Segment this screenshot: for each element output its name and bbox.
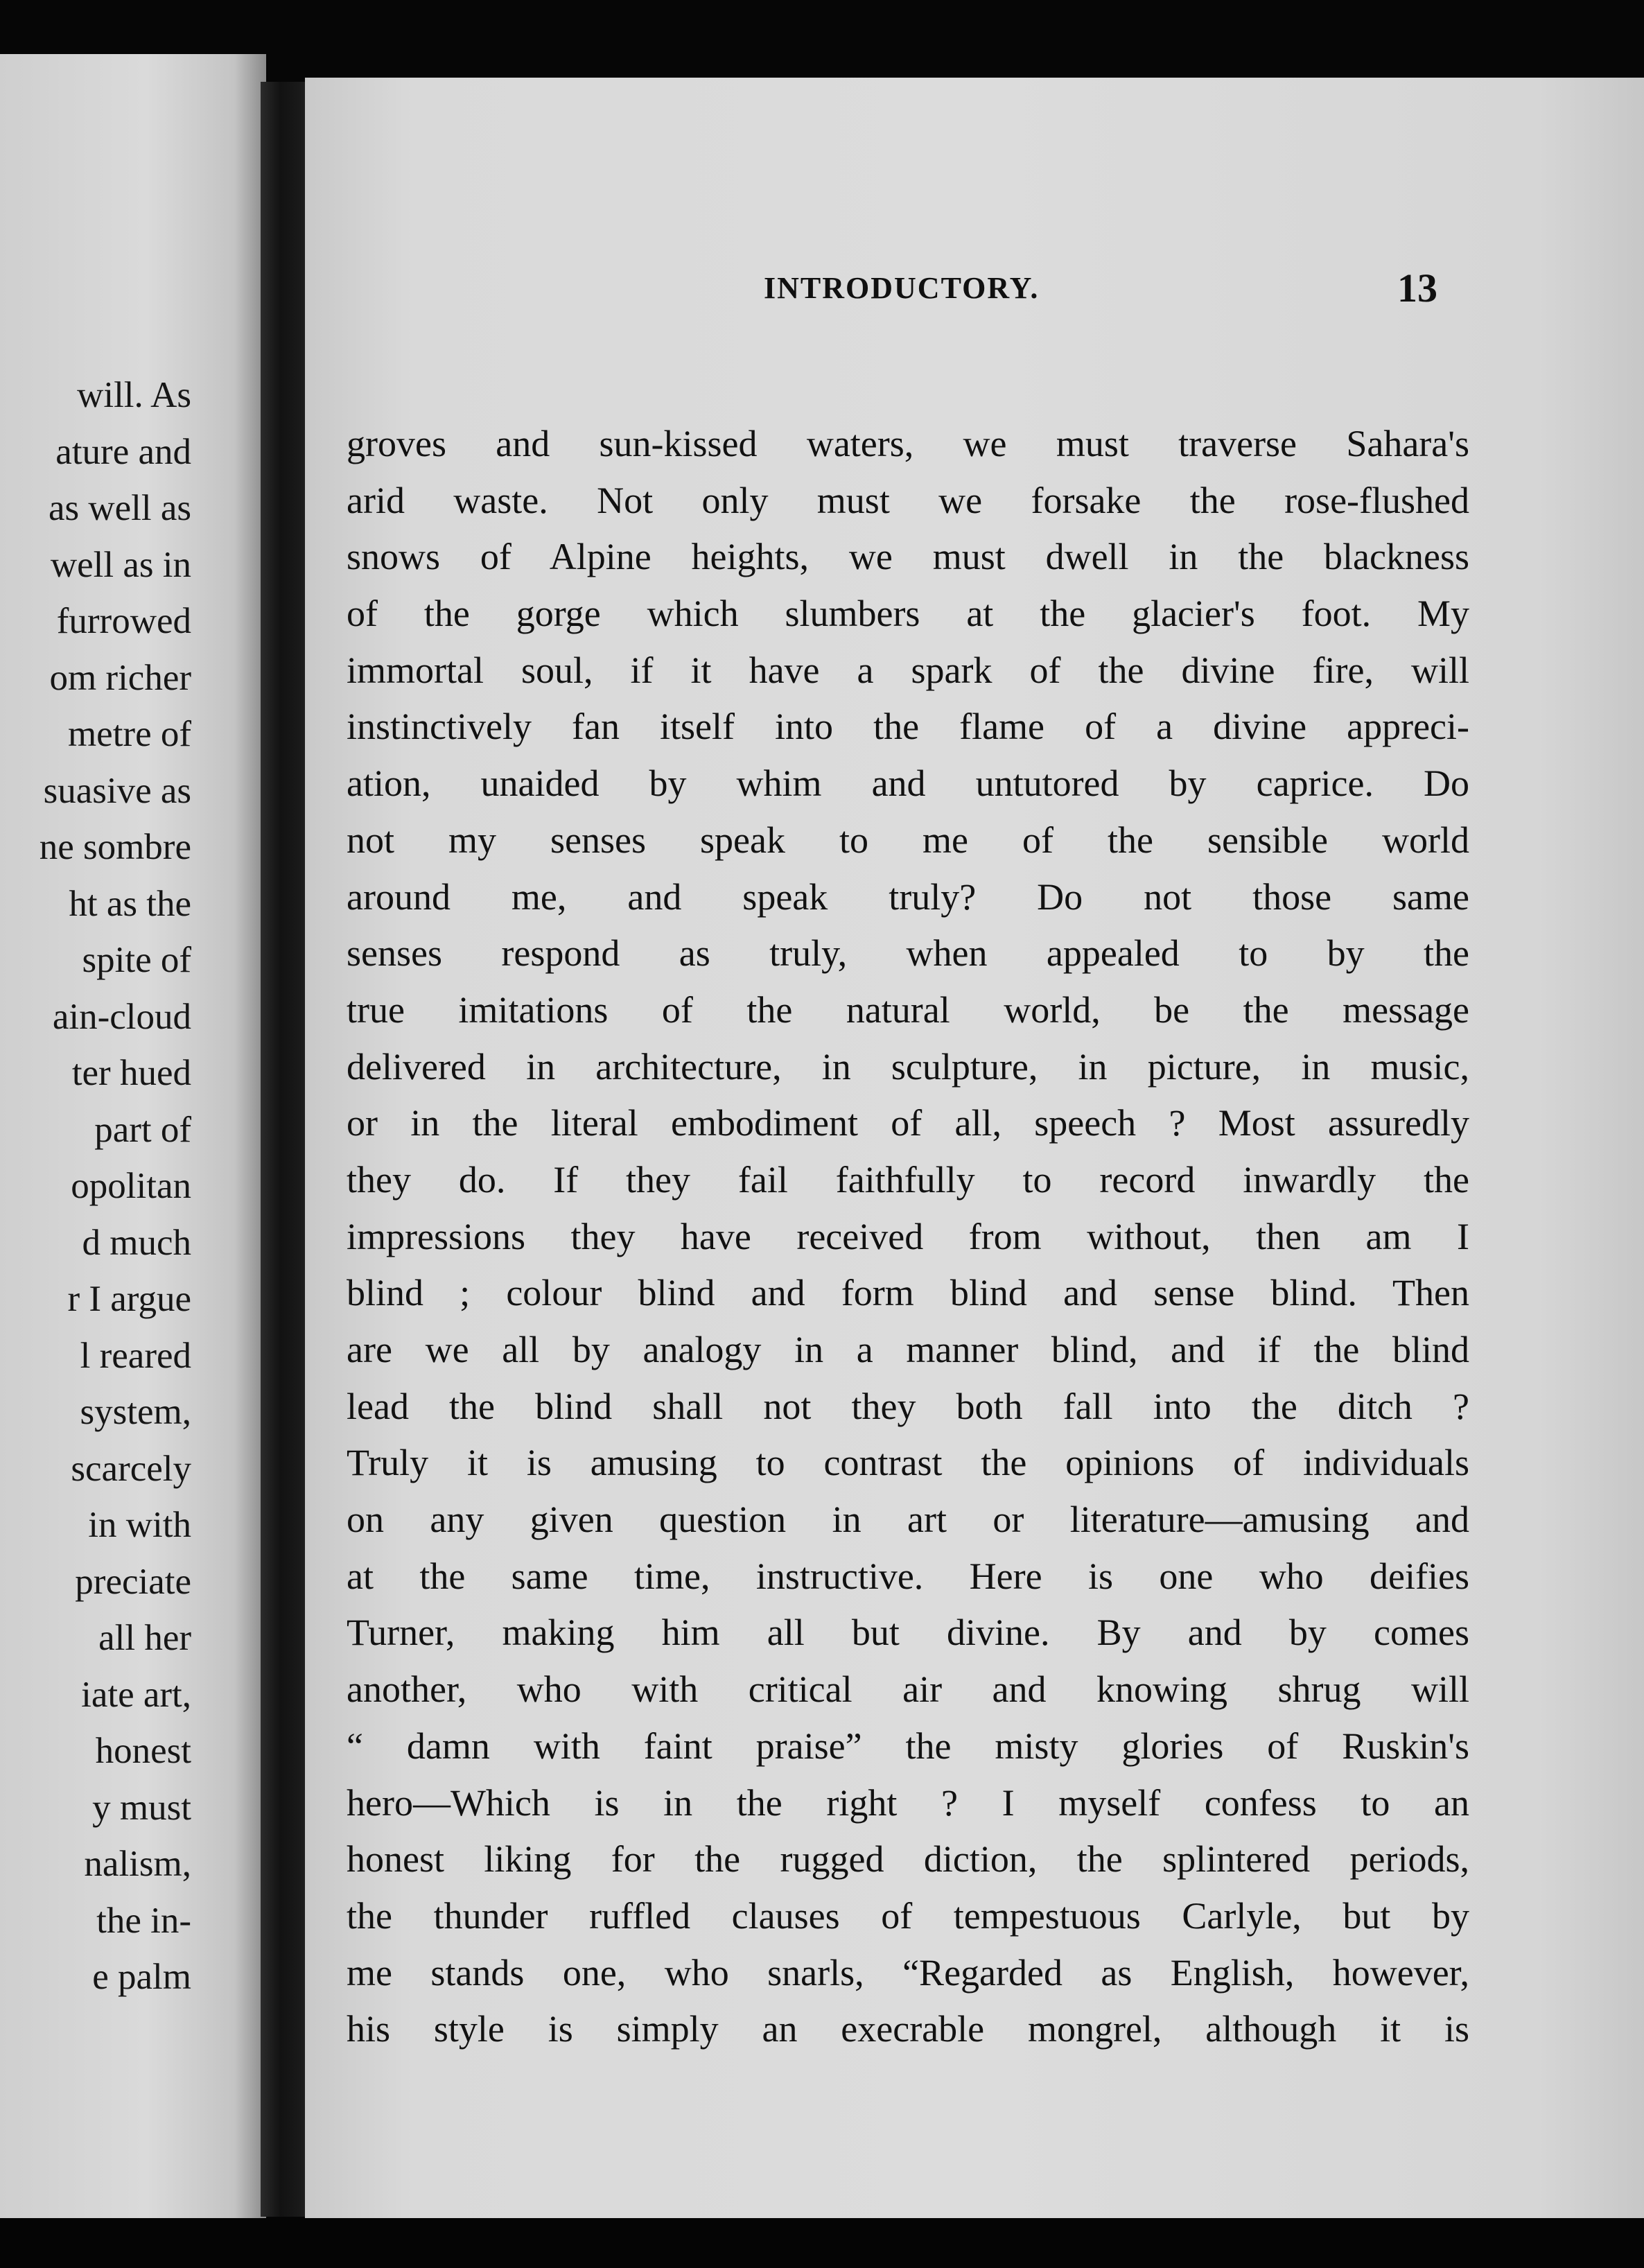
text-line: Turner, making him all but divine. By and by comes <box>347 1612 1469 1654</box>
left-page-line: e palm <box>92 1957 191 1997</box>
text-line: they do. If they fail faithfully to record inwardly the <box>347 1158 1469 1201</box>
text-line: instinctively fan itself into the flame of a divine appreci- <box>347 706 1469 748</box>
left-page-line: d much <box>82 1222 191 1263</box>
text-line: groves and sun-kissed waters, we must traverse Sahara's <box>347 423 1469 464</box>
left-page-line: ature and <box>55 431 191 472</box>
text-line: “ damn with faint praise” the misty glories of Ruskin's <box>347 1725 1469 1767</box>
left-page-line: r I argue <box>67 1279 191 1319</box>
left-page-fragment <box>0 54 266 2224</box>
left-page-line: in with <box>88 1505 191 1545</box>
running-head <box>305 265 1644 320</box>
page-number: 13 <box>1397 265 1437 311</box>
left-page-line: suasive as <box>43 770 191 811</box>
left-page-line: as well as <box>48 488 191 528</box>
left-page-line: furrowed <box>56 601 191 641</box>
left-page-line: ain-cloud <box>52 996 191 1037</box>
text-line: another, who with critical air and knowing shrug will <box>347 1668 1469 1711</box>
left-page-line: part of <box>94 1109 191 1150</box>
text-line: the thunder ruffled clauses of tempestuous Carlyle, but by <box>347 1894 1469 1937</box>
left-page-line: iate art, <box>81 1674 191 1715</box>
left-page-line: the in- <box>96 1900 191 1941</box>
text-line: hero—Which is in the right ? I myself confess to an <box>347 1781 1469 1824</box>
left-page-line: ne sombre <box>39 827 191 867</box>
left-page-line: l reared <box>80 1335 191 1376</box>
text-line: his style is simply an execrable mongrel, although it is <box>347 2008 1469 2050</box>
left-page-line: y must <box>92 1787 191 1828</box>
text-line: delivered in architecture, in sculpture, in picture, in music, <box>347 1045 1469 1088</box>
text-line: snows of Alpine heights, we must dwell in the blackness <box>347 536 1469 578</box>
running-title: INTRODUCTORY. <box>764 271 1040 305</box>
left-page-line: spite of <box>82 940 191 980</box>
left-page-line: metre of <box>67 714 191 754</box>
left-page-line: system, <box>80 1392 191 1432</box>
text-line: not my senses speak to me of the sensible world <box>347 819 1469 861</box>
left-page-line: well as in <box>50 544 191 585</box>
text-line: blind ; colour blind and form blind and sense blind. Then <box>347 1272 1469 1314</box>
bottom-edge <box>0 2218 1644 2268</box>
left-page-text <box>40 367 191 2006</box>
text-line: are we all by analogy in a manner blind, and if the blind <box>347 1329 1469 1370</box>
text-line: lead the blind shall not they both fall into the ditch ? <box>347 1385 1469 1427</box>
text-line: around me, and speak truly? Do not those same <box>347 875 1469 918</box>
left-page-line: scarcely <box>71 1448 191 1489</box>
text-line: on any given question in art or literature—amusing and <box>347 1499 1469 1541</box>
left-page-line: om richer <box>49 657 191 698</box>
left-page-line: preciate <box>75 1561 191 1602</box>
text-line: Truly it is amusing to contrast the opinions of individuals <box>347 1442 1469 1484</box>
text-line: honest liking for the rugged diction, the splintered periods, <box>347 1838 1469 1881</box>
text-line: impressions they have received from without, then am I <box>347 1215 1469 1257</box>
text-line: me stands one, who snarls, “Regarded as English, however, <box>347 1951 1469 1994</box>
text-line: true imitations of the natural world, be the message <box>347 988 1469 1031</box>
left-page-line: honest <box>95 1731 191 1771</box>
body-text <box>347 416 1469 2058</box>
main-page <box>305 78 1644 2218</box>
text-line: or in the literal embodiment of all, speech ? Most assuredly <box>347 1102 1469 1144</box>
text-line: senses respond as truly, when appealed to by the <box>347 932 1469 975</box>
text-line: of the gorge which slumbers at the glacier's foot. My <box>347 593 1469 635</box>
left-page-line: will. As <box>77 375 191 415</box>
left-page-line: ht as the <box>69 883 191 924</box>
left-page-line: opolitan <box>71 1166 191 1206</box>
text-line: ation, unaided by whim and untutored by caprice. Do <box>347 762 1469 805</box>
text-line: arid waste. Not only must we forsake the rose-flushed <box>347 479 1469 521</box>
left-page-line: ter hued <box>71 1053 191 1093</box>
left-page-line: nalism, <box>84 1844 191 1884</box>
text-line: at the same time, instructive. Here is one who deifies <box>347 1555 1469 1597</box>
left-page-line: all her <box>98 1618 191 1658</box>
text-line: immortal soul, if it have a spark of the divine fire, will <box>347 649 1469 691</box>
